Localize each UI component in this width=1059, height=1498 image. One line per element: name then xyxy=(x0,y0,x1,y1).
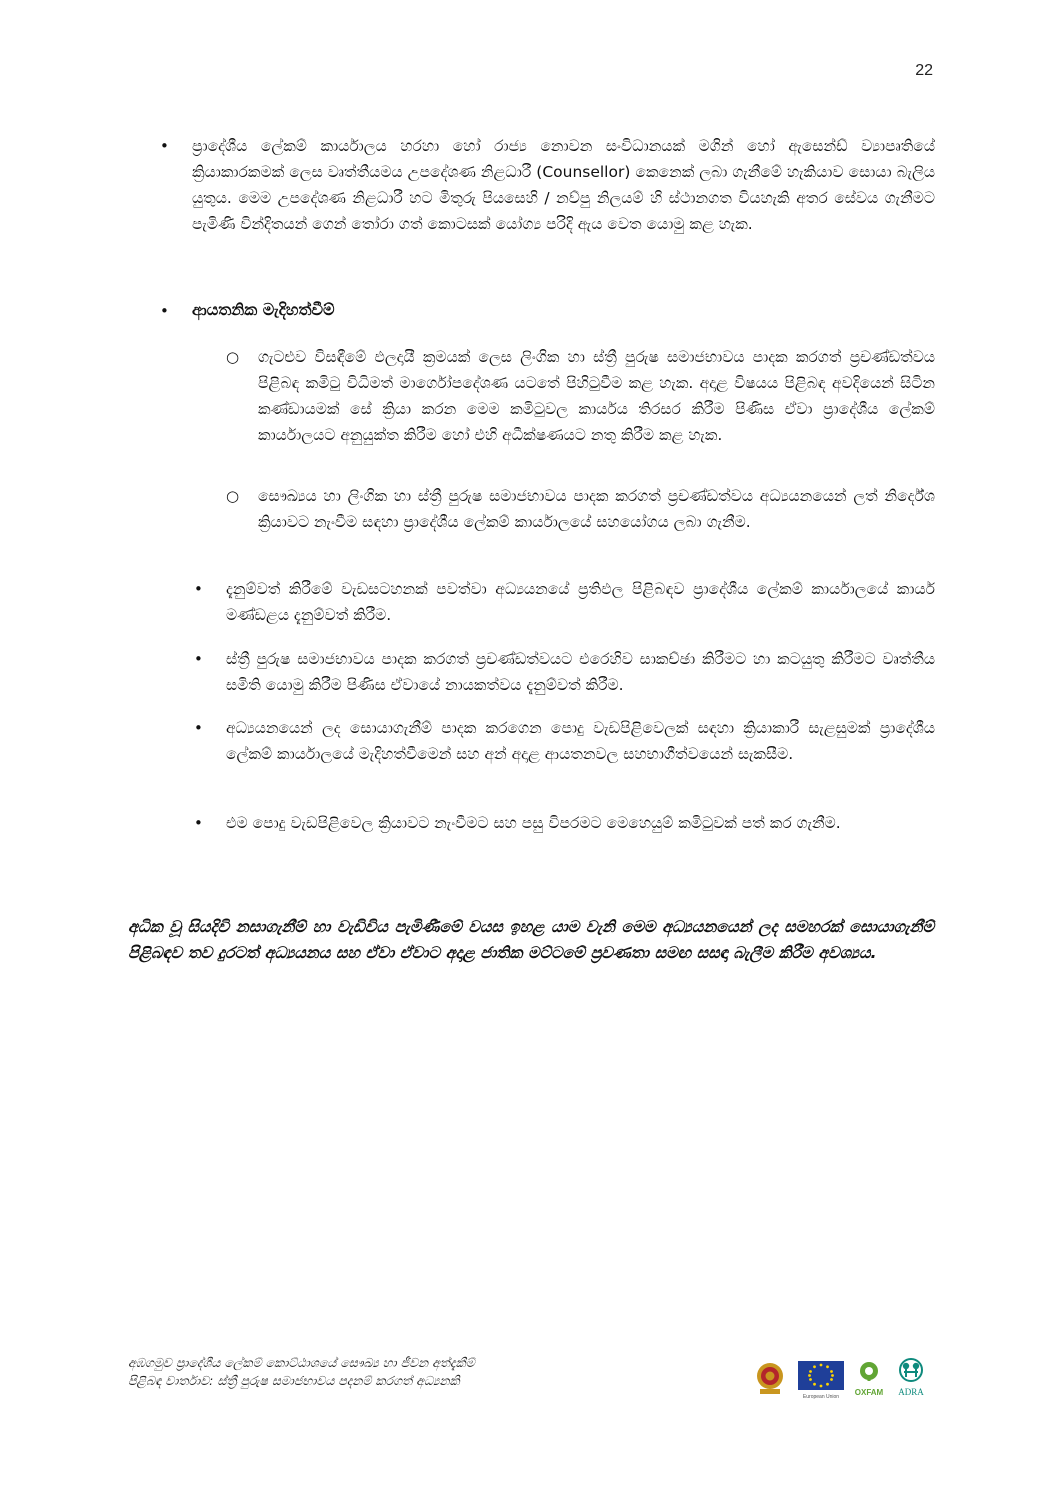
oxfam-label: OXFAM xyxy=(854,1388,884,1397)
sub-bullet-symbol: ○ xyxy=(226,348,240,366)
bullet-symbol: • xyxy=(160,137,169,155)
adra-label: ADRA xyxy=(898,1387,924,1397)
paragraph-awareness: දැනුම්වත් කිරීමේ වැඩසටහනක් පවත්වා අධ්‍යයනයේ ප්‍රතිඵල පිළිබඳව ප්‍රාදේශීය ලේකම් කාර්යාලයේ කාර්ය මණ්ඩළය දැනුම්වත් කිරීම. xyxy=(226,580,935,624)
sub-bullet-symbol: ○ xyxy=(226,487,240,505)
adra-logo-icon xyxy=(900,1359,922,1381)
heading-bullet-symbol: • xyxy=(160,302,169,320)
bullet-symbol: • xyxy=(194,650,203,668)
oxfam-logo-icon xyxy=(860,1362,878,1381)
footer-line-1: අඹගමුව ප්‍රාදේශීය ලේකම් කොට්ඨාශයේ සෞඛ්‍ය හා ජීවන අත්දැකීම් xyxy=(128,1355,475,1370)
paragraph-health-support: සෞඛ්‍යය හා ලිංගික හා ස්ත්‍රී පුරුෂ සමාජභාවය පාදක කරගත් ප්‍රචණ්ඩත්වය අධ්‍යයනයෙන් ලත් නිර්දේශ ක්‍රියාවට නැංවීම සඳහා ප්‍රාදේශීය ලේකම් කාර්යාලයේ සහයෝගය ලබා ගැනීම. xyxy=(258,487,935,531)
eu-label: European Union xyxy=(802,1394,840,1400)
paragraph-action-plan: අධ්‍යයනයෙන් ලද සොයාගැනීම් පාදක කරගෙන පොදු වැඩපිළිවෙලක් සඳහා ක්‍රියාකාරී සැළසුමක් ප්‍රාදේශීය ලේකම් කාර්යාලයේ මැදිහත්වීමෙන් සහ අන් අදාළ ආයතනවල සහභාගීත්වයෙන් සැකසීම. xyxy=(226,719,935,763)
eu-flag-icon xyxy=(798,1361,844,1390)
partner-logos xyxy=(756,1352,936,1402)
bullet-symbol: • xyxy=(194,580,203,598)
bullet-symbol: • xyxy=(194,719,203,737)
paragraph-committees: ගැටළුව විසඳීමේ ඵලදායී ක්‍රමයක් ලෙස ලිංගික හා ස්ත්‍රී පුරුෂ සමාජභාවය පාදක කරගත් ප්‍රචණ්ඩත්වය පිළිබඳ කමිටු විධිමත් මාර්ගෝපදේශණ යටතේ පිහිටුවීම කළ හැක. අදාළ විෂයය පිළිබඳ අවදියෙන් සිටින කණ්ඩායමක් සේ ක්‍රියා කරන මෙම කමිටුවල කාර්යය තිරසර කිරීම පිණිස ඒවා ප්‍රාදේශීය ලේකම් කාර්යාලයට අනුයුක්ත කිරීම හෝ එහි අධීක්ෂණයට නතු කිරීම කළ හැක. xyxy=(258,348,935,444)
paragraph-counsellor: ප්‍රාදේශීය ලේකම් කාර්යාලය හරහා හෝ රාජ්‍ය නොවන සංවිධානයක් මගින් හෝ ඇසෙන්ඩ් ව්‍යාපෘතියේ ක්‍රියාකාරකමක් ලෙස වෘත්තීයමය උපදේශණ නිළධාරී (Counsellor) කෙනෙක් ලබා ගැනීමේ හැකියාව සොයා බැලිය යුතුය. මෙම උපදේශණ නිළධාරී හට මිතුරු පියසෙහි / නව්පු නිලයම් හි ස්ථානගත වියහැකි අතර සේවය ගැනීමට පැමිණි වින්දිතයන් ගෙන් තෝරා ගත් කොටසක් යෝග්‍ය පරිදි ඇය වෙත යොමු කළ හැක. xyxy=(192,137,935,233)
closing-recommendation: අධික වූ සියදිවි නසාගැනීම් හා වැඩිවිය පැමිණීමේ වයස ඉහළ යාම වැනි මෙම අධ්‍යයනයෙන් ලද සමහරක් සොයාගැනීම් පිළිබඳව තව දුරටත් අධ්‍යයනය සහ ඒවා ඒවාට අදාළ ජාතික මට්ටමේ ප්‍රවණතා සමඟ සසඳා බැලීම කිරීම අවශ්‍යය. xyxy=(128,917,934,962)
section-heading: ආයතනික මැදිහත්වීම් xyxy=(192,300,335,319)
footer-line-2: පිළිබඳ වාර්තාව: ස්ත්‍රී පුරුෂ සමාජභාවය පදනම් කරගත් අධ්‍යනකි xyxy=(128,1373,460,1388)
footer-report-title xyxy=(128,1354,628,1390)
paragraph-trade-unions: ස්ත්‍රී පුරුෂ සමාජභාවය පාදක කරගත් ප්‍රචණ්ඩත්වයට එරෙහිව සාකච්ඡා කිරීමට හා කටයුතු කිරීමට වෘත්තීය සමිති යොමු කිරීම පිණිස ඒවායේ නායකත්වය දැනුම්වත් කිරීම. xyxy=(226,650,935,694)
sri-lanka-emblem-icon xyxy=(757,1363,783,1394)
bullet-symbol: • xyxy=(194,814,203,832)
page-number: 22 xyxy=(915,62,933,79)
paragraph-steering-committee: එම පොදු වැඩපිළිවෙල ක්‍රියාවට නැංවීමට සහ පසු විපරමට මෙහෙයුම් කමිටුවක් පත් කර ගැනීම. xyxy=(226,814,841,832)
